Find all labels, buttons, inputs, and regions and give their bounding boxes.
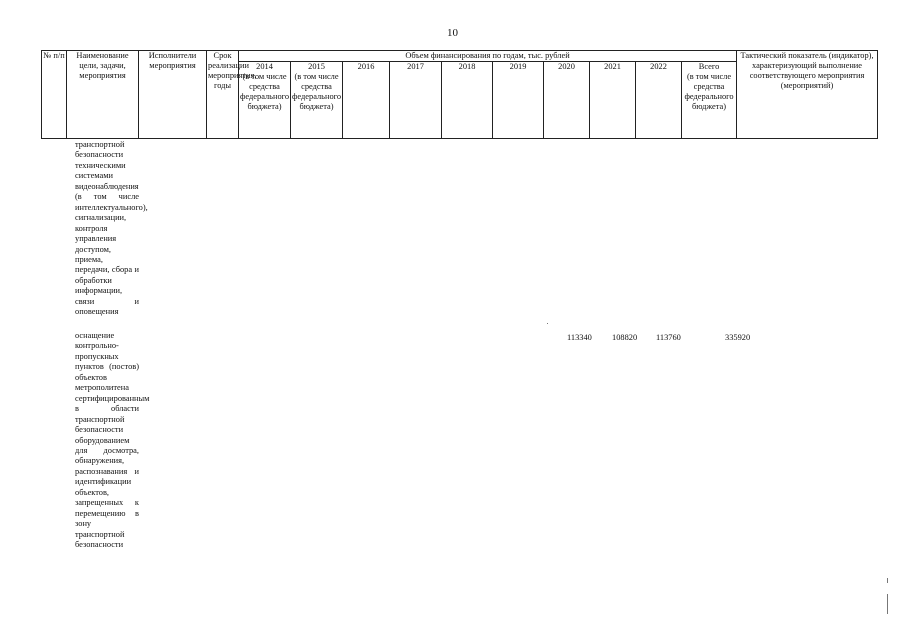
header-year-2015: 2015 (в том числе средства федерального бюджета) [291, 62, 343, 139]
header-financing: Объем финансирования по годам, тыс. рублей [239, 51, 737, 62]
amount-2020: 113340 [567, 333, 592, 342]
header-year-2014: 2014 (в том числе средства федерального бюджета) [239, 62, 291, 139]
scan-mark [887, 594, 888, 614]
header-year-2021: 2021 [590, 62, 636, 139]
amount-2021: 108820 [612, 333, 638, 342]
header-year-2017: 2017 [390, 62, 442, 139]
row-measure-text: транспортной безопасности техническими системами видеонаблюдения (в том числе интеллектуального), сигнализации, контроля управления доступом, приема, передачи, сбора и обработки информации, связи и оповещения [75, 140, 148, 317]
amount-2022: 113760 [656, 333, 681, 342]
table-header [41, 50, 878, 139]
header-year-2018: 2018 [442, 62, 493, 139]
row-measure-text: оснащение контрольно-пропускных пунктов (постов) объектов метрополитена сертифицированным в области транспортной безопасности оборудованием для досмотра, обнаружения, распознавания и идентификации объектов, запрещенных к перемещению в зону транспортной безопасности [75, 331, 150, 550]
scan-mark [887, 578, 888, 583]
header-executors: Исполнители мероприятия [139, 51, 207, 139]
header-year-2022: 2022 [636, 62, 682, 139]
header-year-2016: 2016 [343, 62, 390, 139]
header-total: Всего (в том числе средства федерального бюджета) [682, 62, 737, 139]
header-indicator: Тактический показатель (индикатор), характеризующий выполнение соответствующего мероприятия (мероприятий) [737, 51, 878, 139]
page-number: 10 [447, 27, 458, 39]
amount-total: 335920 [725, 333, 751, 342]
header-period: Срок реализации мероприятия, годы [207, 51, 239, 139]
header-name: Наименование цели, задачи, мероприятия [67, 51, 139, 139]
header-year-2020: 2020 [544, 62, 590, 139]
scan-mark [547, 323, 548, 324]
header-year-2019: 2019 [493, 62, 544, 139]
header-number: № п/п [42, 51, 67, 139]
